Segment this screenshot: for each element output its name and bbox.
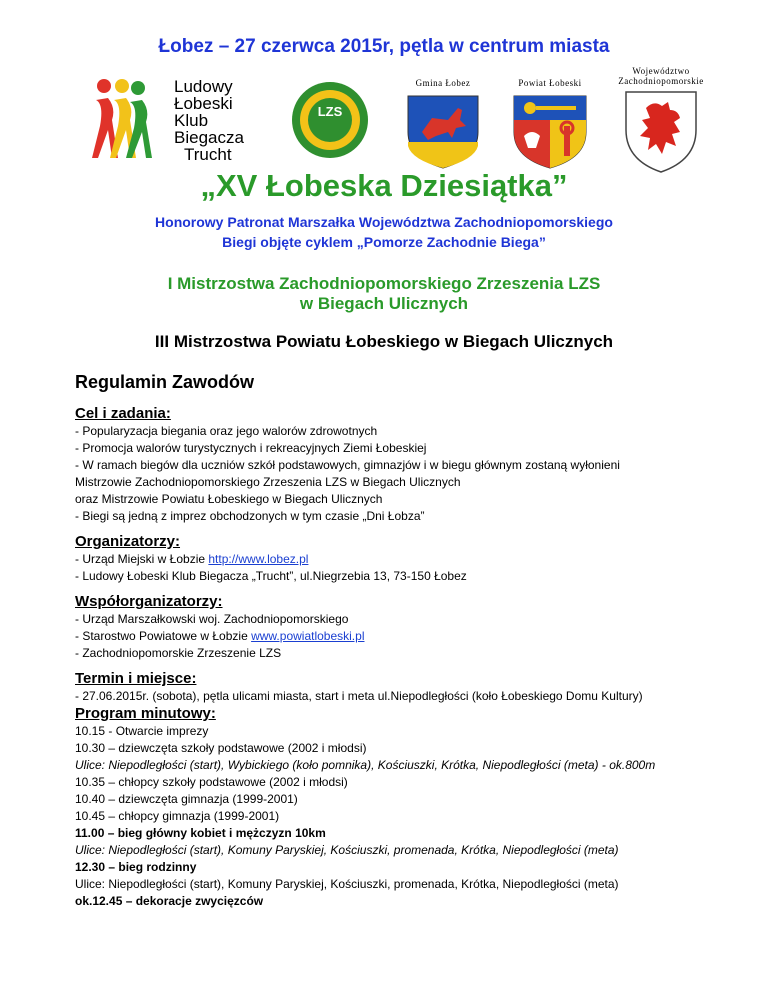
coorganizers-line: - Urząd Marszałkowski woj. Zachodniopomorskiego [75,612,349,626]
lobez-link[interactable]: http://www.lobez.pl [208,552,309,566]
program-item: Ulice: Niepodległości (start), Komuny Paryskiej, Kościuszki, promenada, Krótka, Niepodległości (meta) [75,877,619,891]
program-item: 11.00 – bieg główny kobiet i mężczyzn 10km [75,826,326,840]
program-item: 10.15 - Otwarcie imprezy [75,724,209,738]
term-section [75,670,715,705]
goals-line: oraz Mistrzowie Powiatu Łobeskiego w Biegach Ulicznych [75,492,383,506]
club-name-line: Ludowy [174,77,233,96]
deer-shield-icon [404,92,482,170]
griffin-shield-icon [618,88,704,174]
goals-line: - Biegi są jedną z imprez obchodzonych w tym czasie „Dni Łobza” [75,509,425,523]
gmina-logo [404,78,482,168]
club-name-line: Trucht [184,145,232,164]
coorganizers-line [75,628,715,645]
championship-lzs-line1: I Mistrzostwa Zachodniopomorskiego Zrzeszenia LZS [167,274,601,293]
coorganizers-section [75,593,715,662]
program-item: 10.40 – dziewczęta gimnazja (1999-2001) [75,792,298,806]
event-title: „XV Łobeska Dziesiątka” [200,168,568,203]
goals-line: - W ramach biegów dla uczniów szkół podstawowych, gimnazjów i w biegu głównym zostaną wyłonieni [75,458,620,472]
championship-lzs-line2: w Biegach Ulicznych [299,294,469,313]
wojewodztwo-caption-1: Województwo [632,66,690,76]
regulations-content [75,372,715,910]
wojewodztwo-logo [618,66,704,176]
term-heading: Termin i miejsce: [75,670,197,687]
coorganizers-line-text: - Starostwo Powiatowe w Łobzie [75,629,252,643]
patronage-text: Honorowy Patronat Marszałka Województwa Zachodniopomorskiego [155,214,613,230]
goals-heading: Cel i zadania: [75,405,171,422]
powiat-link[interactable]: www.powiatlobeski.pl [251,629,365,643]
goals-line: - Promocja walorów turystycznych i rekreacyjnych Ziemi Łobeskiej [75,441,427,455]
club-name-line: Klub [174,111,209,130]
program-item: 10.45 – chłopcy gimnazja (1999-2001) [75,809,280,823]
program-item: Ulice: Niepodległości (start), Wybickiego (koło pomnika), Kościuszki, Krótka, Niepodległości (meta) - ok.800m [75,758,656,772]
wojewodztwo-caption-2: Zachodniopomorskie [618,76,704,86]
goals-line: Mistrzowie Zachodniopomorskiego Zrzeszenia LZS w Biegach Ulicznych [75,475,461,489]
goals-section [75,405,715,525]
program-item: 12.30 – bieg rodzinny [75,860,197,874]
organizers-line [75,551,715,568]
term-line: - 27.06.2015r. (sobota), pętla ulicami miasta, start i meta ul.Niepodległości (koło Łobeskiego Domu Kultury) [75,689,643,703]
gmina-caption: Gmina Łobez [415,78,471,88]
powiat-logo [510,78,590,168]
club-name-line: Biegacza [174,128,244,147]
program-item: 10.35 – chłopcy szkoły podstawowe (2002 i młodsi) [75,775,348,789]
top-title: Łobez – 27 czerwca 2015r, pętla w centrum miasta [158,36,610,57]
lzs-text: LZS [317,104,343,119]
lzs-logo [290,80,370,160]
organizers-section [75,533,715,585]
coorganizers-heading: Współorganizatorzy: [75,593,223,610]
lzs-emblem-icon [290,80,370,160]
cycle-text: Biegi objęte cyklem „Pomorze Zachodnie Biega” [222,234,546,250]
powiat-shield-icon [510,92,590,170]
organizers-line: - Ludowy Łobeski Klub Biegacza „Trucht”, ul.Niegrzebia 13, 73-150 Łobez [75,569,467,583]
championship-powiat: III Mistrzostwa Powiatu Łobeskiego w Biegach Ulicznych [154,332,614,351]
organizers-line-text: - Urząd Miejski w Łobzie [75,552,209,566]
program-heading: Program minutowy: [75,705,216,722]
regulations-title: Regulamin Zawodów [75,372,255,392]
runners-icon [82,74,172,164]
club-logo [82,74,257,166]
program-item: Ulice: Niepodległości (start), Komuny Paryskiej, Kościuszki, promenada, Krótka, Niepodległości (meta) [75,843,619,857]
program-section [75,705,715,910]
program-item: 10.30 – dziewczęta szkoły podstawowe (2002 i młodsi) [75,741,367,755]
goals-line: - Popularyzacja biegania oraz jego walorów zdrowotnych [75,424,378,438]
coorganizers-line: - Zachodniopomorskie Zrzeszenie LZS [75,646,282,660]
organizers-heading: Organizatorzy: [75,533,181,550]
club-name-line: Łobeski [174,94,233,113]
powiat-caption: Powiat Łobeski [518,78,582,88]
program-item: ok.12.45 – dekoracje zwycięzców [75,894,264,908]
